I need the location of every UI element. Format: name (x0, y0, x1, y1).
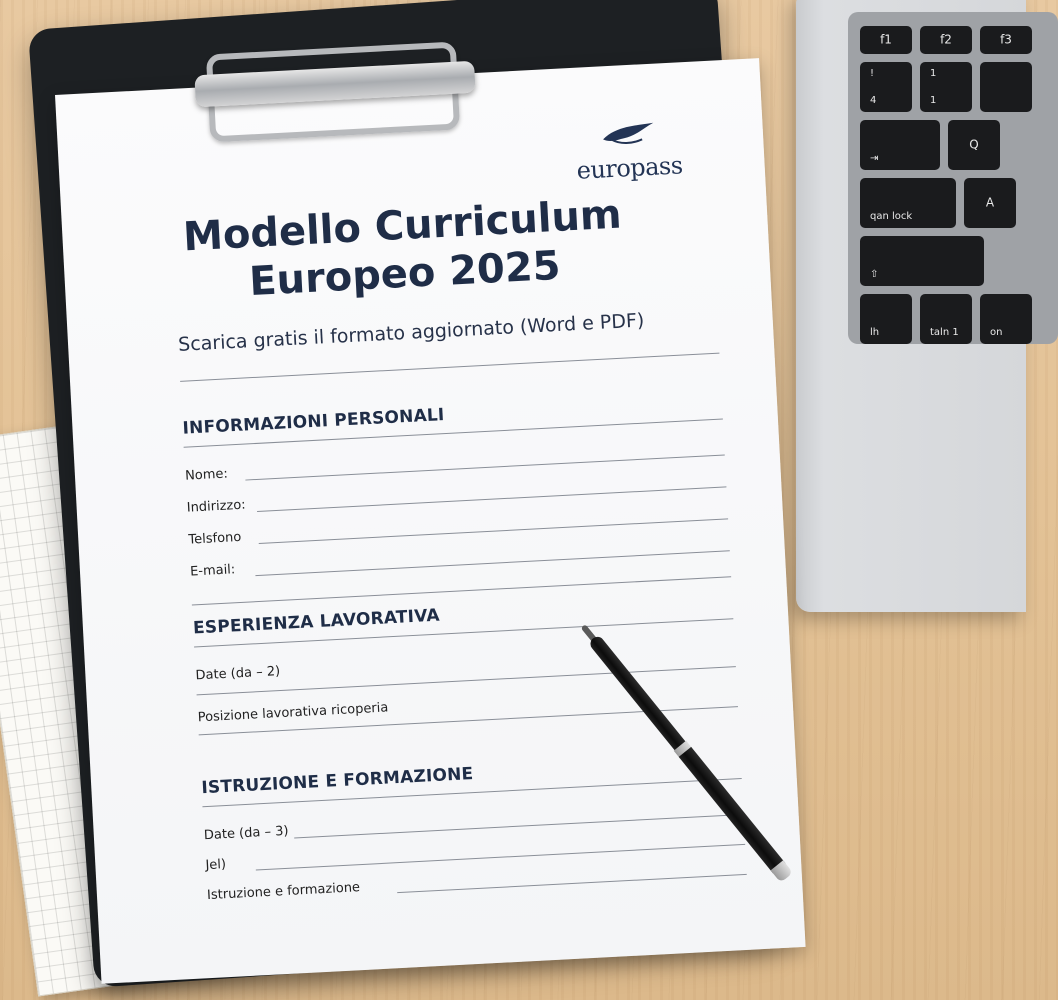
key-caps-lock: qan lock (860, 178, 956, 228)
field-line-address (257, 486, 726, 512)
key-f3: f3 (980, 26, 1032, 54)
key-control: taln 1 (920, 294, 972, 344)
section-heading-work: ESPERIENZA LAVORATIVA (192, 605, 441, 639)
key-a: A (964, 178, 1016, 228)
title-line-2: Europeo 2025 (248, 242, 562, 306)
key-option: on (980, 294, 1032, 344)
key-1: 1 1 (920, 62, 972, 112)
field-label-name: Nome: (184, 466, 229, 484)
divider (192, 576, 731, 605)
key-2 (980, 62, 1032, 112)
field-line-edu-dates (294, 814, 743, 839)
shift-icon: ⇧ (870, 269, 879, 280)
field-line-name (245, 454, 724, 480)
europass-logo (567, 117, 690, 185)
logo-wordmark: europass (575, 151, 684, 185)
field-line-email (255, 550, 729, 576)
field-label-address: Indirizzo: (186, 497, 246, 516)
key-shift (860, 236, 984, 286)
keyboard (848, 12, 1058, 344)
field-label-jel: Jel) (205, 857, 227, 874)
section-heading-personal: INFORMAZIONI PERSONALI (182, 405, 445, 439)
field-line-jel (256, 844, 745, 871)
field-label-email: E-mail: (189, 562, 236, 580)
key-f2: f2 (920, 26, 972, 54)
field-label-edu-dates: Date (da – 3) (203, 823, 289, 844)
bird-swoosh-icon (597, 119, 658, 152)
field-label-work-dates: Date (da – 2) (195, 664, 281, 684)
key-q: Q (948, 120, 1000, 170)
key-tab (860, 120, 940, 170)
field-label-education: Istruzione e formazione (206, 880, 361, 904)
key-f1: f1 (860, 26, 912, 54)
field-line-education (397, 874, 747, 893)
title-line-1: Modello Curriculum (181, 191, 623, 261)
laptop (796, 0, 1026, 612)
key-fn: lh (860, 294, 912, 344)
page-title (171, 190, 635, 310)
cv-document (55, 58, 806, 984)
section-heading-education: ISTRUZIONE E FORMAZIONE (200, 764, 474, 799)
field-line-phone (259, 518, 728, 544)
field-label-position: Posizione lavorativa ricoperia (197, 700, 389, 726)
tab-arrow-icon: ⇥ (870, 153, 879, 164)
divider (180, 353, 719, 382)
subtitle: Scarica gratis il formato aggiornato (Word e PDF) (177, 309, 645, 356)
field-label-phone: Telsfono (188, 529, 242, 548)
key-exclaim: ! 4 (860, 62, 912, 112)
